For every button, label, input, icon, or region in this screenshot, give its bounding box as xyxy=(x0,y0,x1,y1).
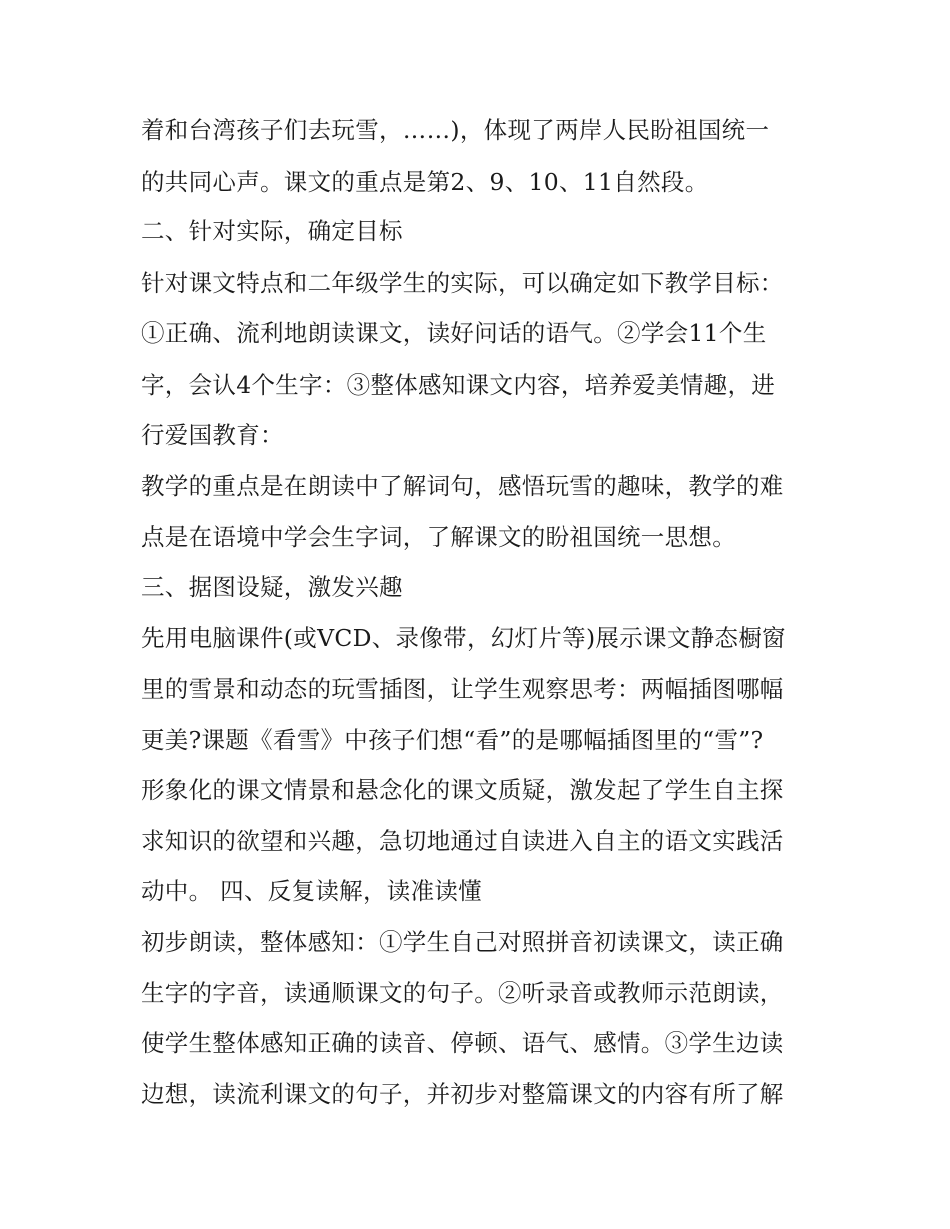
text-line: 动中。 四、反复读解，读准读懂 xyxy=(141,877,482,905)
text-line: 边想，读流利课文的句子，并初步对整篇课文的内容有所了解 xyxy=(141,1080,784,1108)
text-line: 行爱国教育： xyxy=(141,421,284,449)
text-line: 形象化的课文情景和悬念化的课文质疑，激发起了学生自主探 xyxy=(141,776,784,804)
text-line: 生字的字音，读通顺课文的句子。②听录音或教师示范朗读， xyxy=(141,979,784,1007)
text-line: 先用电脑课件(或VCD、录像带，幻灯片等)展示课文静态橱窗 xyxy=(141,624,786,652)
text-line: 针对课文特点和二年级学生的实际，可以确定如下教学目标： xyxy=(141,269,784,297)
text-line: 更美?课题《看雪》中孩子们想“看”的是哪幅插图里的“雪”? xyxy=(141,726,764,754)
text-line: 使学生整体感知正确的读音、停顿、语气、感情。③学生边读 xyxy=(141,1029,784,1057)
text-line: 求知识的欲望和兴趣，急切地通过自读进入自主的语文实践活 xyxy=(141,827,784,855)
text-line: ①正确、流利地朗读课文，读好问话的语气。②学会11个生 xyxy=(141,319,767,347)
text-line: 里的雪景和动态的玩雪插图，让学生观察思考：两幅插图哪幅 xyxy=(141,675,784,703)
text-line: 教学的重点是在朗读中了解词句，感悟玩雪的趣味，教学的难 xyxy=(141,472,784,500)
text-line: 点是在语境中学会生字词，了解课文的盼祖国统一思想。 xyxy=(141,523,736,551)
section-heading: 三、据图设疑，激发兴趣 xyxy=(141,573,403,601)
section-heading: 二、针对实际，确定目标 xyxy=(141,217,403,245)
text-line: 初步朗读，整体感知：①学生自己对照拼音初读课文，读正确 xyxy=(141,928,784,956)
text-line: 字，会认4个生字：③整体感知课文内容，培养爱美情趣，进 xyxy=(141,371,776,399)
text-line: 着和台湾孩子们去玩雪，……)，体现了两岸人民盼祖国统一 xyxy=(141,116,770,144)
text-line: 的共同心声。课文的重点是第2、9、10、11自然段。 xyxy=(141,168,709,196)
